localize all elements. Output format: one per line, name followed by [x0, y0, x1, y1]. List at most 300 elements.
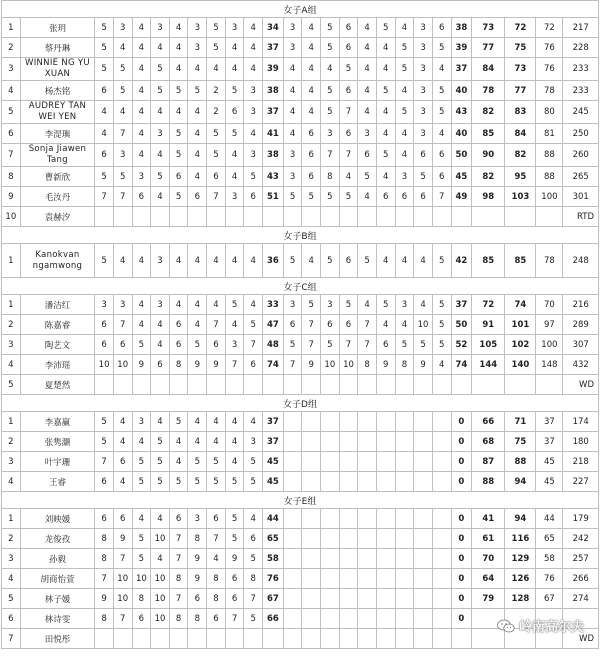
hole-score: 5 [321, 101, 340, 124]
hole-score: 5 [95, 38, 114, 58]
hole-score: 4 [244, 412, 263, 432]
total-score: 257 [563, 549, 599, 569]
out-subtotal: 33 [263, 295, 284, 315]
hole-score: 5 [95, 18, 114, 38]
hole-score: 5 [95, 432, 114, 452]
hole-score: 9 [188, 569, 207, 589]
hole-score: 4 [207, 549, 226, 569]
hole-score: 9 [132, 355, 151, 375]
hole-score: 4 [225, 315, 244, 335]
out-subtotal: 58 [263, 549, 284, 569]
hole-score: 4 [132, 38, 151, 58]
in-subtotal [451, 375, 472, 395]
hole-score [358, 207, 377, 227]
hole-score [151, 375, 170, 395]
hole-score: 4 [207, 244, 226, 278]
player-name: 李嘉赢 [20, 412, 95, 432]
hole-score [244, 629, 263, 649]
hole-score: 4 [432, 355, 451, 375]
hole-score: 5 [414, 167, 433, 187]
player-row [2, 244, 599, 278]
hole-score [283, 589, 302, 609]
hole-score: 3 [395, 295, 414, 315]
hole-score: 5 [188, 452, 207, 472]
hole-score: 4 [283, 101, 302, 124]
hole-score: 6 [339, 124, 358, 144]
hole-score: 6 [225, 589, 244, 609]
hole-score: 5 [151, 81, 170, 101]
player-name: 田悦彤 [20, 629, 95, 649]
round-score [472, 207, 505, 227]
hole-score: 10 [339, 355, 358, 375]
rank-cell: 7 [2, 629, 21, 649]
hole-score: 6 [188, 589, 207, 609]
hole-score: 4 [225, 412, 244, 432]
hole-score: 8 [207, 589, 226, 609]
hole-score: 4 [376, 58, 395, 81]
group-header-row [2, 1, 599, 18]
hole-score: 6 [169, 509, 188, 529]
round-score [536, 375, 563, 395]
rank-cell: 6 [2, 124, 21, 144]
round-score: 140 [505, 355, 536, 375]
hole-score: 4 [207, 412, 226, 432]
hole-score [339, 432, 358, 452]
hole-score [432, 412, 451, 432]
player-name: 陶艺文 [20, 335, 95, 355]
hole-score: 5 [207, 452, 226, 472]
hole-score: 6 [302, 167, 321, 187]
hole-score: 3 [113, 18, 132, 38]
player-row [2, 18, 599, 38]
in-subtotal: 0 [451, 529, 472, 549]
rank-cell: 5 [2, 101, 21, 124]
hole-score: 5 [283, 187, 302, 207]
hole-score: 5 [95, 244, 114, 278]
in-subtotal: 0 [451, 549, 472, 569]
hole-score: 3 [283, 38, 302, 58]
hole-score [358, 589, 377, 609]
hole-score [358, 609, 377, 629]
hole-score: 5 [432, 335, 451, 355]
hole-score: 5 [321, 335, 340, 355]
hole-score: 7 [95, 187, 114, 207]
hole-score: 6 [207, 167, 226, 187]
hole-score: 3 [188, 18, 207, 38]
round-score [505, 375, 536, 395]
out-subtotal: 36 [263, 244, 284, 278]
player-row [2, 315, 599, 335]
round-score: 77 [472, 38, 505, 58]
round-score: 87 [472, 452, 505, 472]
in-subtotal: 0 [451, 509, 472, 529]
hole-score: 4 [188, 412, 207, 432]
hole-score: 4 [132, 101, 151, 124]
hole-score: 6 [169, 167, 188, 187]
hole-score: 6 [151, 355, 170, 375]
player-name: 夏楚然 [20, 375, 95, 395]
in-subtotal: 50 [451, 144, 472, 167]
player-row [2, 472, 599, 492]
hole-score: 7 [244, 335, 263, 355]
player-name: 陈嘉睿 [20, 315, 95, 335]
hole-score [321, 472, 340, 492]
player-row [2, 529, 599, 549]
round-score: 95 [505, 167, 536, 187]
hole-score [321, 412, 340, 432]
player-row [2, 375, 599, 395]
hole-score: 4 [376, 38, 395, 58]
hole-score: 4 [188, 124, 207, 144]
hole-score [339, 549, 358, 569]
hole-score: 4 [358, 187, 377, 207]
hole-score: 7 [169, 589, 188, 609]
out-subtotal: 74 [263, 355, 284, 375]
hole-score [283, 569, 302, 589]
hole-score: 4 [358, 295, 377, 315]
hole-score [358, 569, 377, 589]
hole-score: 4 [132, 244, 151, 278]
player-row [2, 432, 599, 452]
hole-score: 4 [113, 432, 132, 452]
round-score: 72 [472, 295, 505, 315]
out-subtotal: 37 [263, 38, 284, 58]
hole-score: 5 [395, 58, 414, 81]
hole-score [395, 375, 414, 395]
hole-score: 8 [188, 609, 207, 629]
player-row [2, 167, 599, 187]
total-score: 260 [563, 144, 599, 167]
hole-score: 6 [283, 315, 302, 335]
rank-cell: 1 [2, 295, 21, 315]
round-score: 75 [505, 38, 536, 58]
rank-cell: 2 [2, 38, 21, 58]
round-score: 98 [472, 187, 505, 207]
hole-score [302, 472, 321, 492]
hole-score: 5 [432, 81, 451, 101]
hole-score: 8 [95, 549, 114, 569]
hole-score: 5 [244, 315, 263, 335]
round-score: 78 [536, 244, 563, 278]
player-name: 叶宇珊 [20, 452, 95, 472]
hole-score: 10 [95, 355, 114, 375]
hole-score: 8 [132, 589, 151, 609]
hole-score: 6 [169, 315, 188, 335]
scoreboard-body [2, 1, 599, 649]
hole-score: 3 [132, 167, 151, 187]
hole-score: 4 [95, 101, 114, 124]
hole-score [302, 412, 321, 432]
hole-score: 4 [395, 124, 414, 144]
out-subtotal: 37 [263, 101, 284, 124]
hole-score [395, 432, 414, 452]
hole-score [302, 589, 321, 609]
hole-score: 5 [358, 244, 377, 278]
hole-score: 3 [244, 81, 263, 101]
hole-score: 7 [225, 355, 244, 375]
hole-score: 6 [302, 144, 321, 167]
hole-score: 5 [283, 244, 302, 278]
hole-score [395, 529, 414, 549]
hole-score [283, 509, 302, 529]
player-name: Kanokvan ngamwong [20, 244, 95, 278]
out-subtotal: 38 [263, 144, 284, 167]
hole-score: 5 [95, 412, 114, 432]
hole-score: 7 [225, 609, 244, 629]
out-subtotal: 67 [263, 589, 284, 609]
player-name: 林子媛 [20, 589, 95, 609]
hole-score: 4 [432, 124, 451, 144]
hole-score [414, 629, 433, 649]
total-score: 179 [563, 509, 599, 529]
hole-score: 4 [113, 38, 132, 58]
hole-score: 5 [376, 295, 395, 315]
round-score: 80 [536, 101, 563, 124]
hole-score: 4 [151, 144, 170, 167]
hole-score: 3 [95, 295, 114, 315]
hole-score [339, 629, 358, 649]
round-score: 67 [536, 589, 563, 609]
in-subtotal: 52 [451, 335, 472, 355]
hole-score [432, 529, 451, 549]
hole-score: 4 [244, 18, 263, 38]
hole-score [376, 549, 395, 569]
round-score: 85 [505, 244, 536, 278]
round-score: 76 [536, 38, 563, 58]
hole-score [414, 472, 433, 492]
round-score: 88 [472, 472, 505, 492]
round-score: 85 [472, 124, 505, 144]
hole-score: 3 [244, 144, 263, 167]
round-score: 100 [536, 335, 563, 355]
hole-score: 3 [283, 295, 302, 315]
hole-score: 3 [113, 295, 132, 315]
hole-score: 4 [225, 432, 244, 452]
rank-cell: 1 [2, 509, 21, 529]
hole-score: 4 [376, 124, 395, 144]
round-score [505, 207, 536, 227]
hole-score: 4 [244, 244, 263, 278]
out-subtotal: 44 [263, 509, 284, 529]
out-subtotal: 37 [263, 412, 284, 432]
hole-score: 7 [169, 529, 188, 549]
hole-score: 4 [244, 124, 263, 144]
hole-score [132, 207, 151, 227]
hole-score: 7 [113, 124, 132, 144]
player-row [2, 589, 599, 609]
total-score: 266 [563, 569, 599, 589]
hole-score [358, 529, 377, 549]
player-row [2, 81, 599, 101]
rank-cell: 2 [2, 432, 21, 452]
player-name: AUDREY TAN WEI YEN [20, 101, 95, 124]
hole-score: 4 [395, 18, 414, 38]
hole-score: 6 [376, 335, 395, 355]
in-subtotal: 45 [451, 167, 472, 187]
hole-score: 4 [169, 452, 188, 472]
player-row [2, 452, 599, 472]
total-score: 250 [563, 124, 599, 144]
hole-score [339, 589, 358, 609]
hole-score [395, 509, 414, 529]
hole-score: 8 [169, 355, 188, 375]
hole-score: 4 [169, 101, 188, 124]
hole-score: 4 [302, 101, 321, 124]
rank-cell: 2 [2, 529, 21, 549]
player-name: 张隽灏 [20, 432, 95, 452]
hole-score: 4 [376, 167, 395, 187]
hole-score: 5 [169, 472, 188, 492]
hole-score [113, 375, 132, 395]
hole-score [395, 549, 414, 569]
group-header-row [2, 278, 599, 295]
round-score: 73 [505, 58, 536, 81]
hole-score: 5 [113, 58, 132, 81]
player-name: WINNIE NG YU XUAN [20, 58, 95, 81]
hole-score: 6 [358, 144, 377, 167]
hole-score: 4 [302, 58, 321, 81]
hole-score: 6 [95, 315, 114, 335]
round-score: 65 [536, 529, 563, 549]
hole-score: 4 [358, 18, 377, 38]
hole-score: 7 [95, 452, 114, 472]
hole-score: 6 [414, 187, 433, 207]
rank-cell: 5 [2, 375, 21, 395]
round-score: 144 [472, 355, 505, 375]
total-score: WD [563, 629, 599, 649]
hole-score: 5 [169, 187, 188, 207]
total-score: RTD [563, 207, 599, 227]
out-subtotal: 47 [263, 315, 284, 335]
round-score: 81 [536, 124, 563, 144]
rank-cell: 2 [2, 315, 21, 335]
hole-score: 4 [113, 244, 132, 278]
hole-score: 5 [432, 101, 451, 124]
hole-score: 5 [376, 144, 395, 167]
hole-score: 6 [188, 187, 207, 207]
hole-score: 6 [414, 144, 433, 167]
hole-score [376, 412, 395, 432]
hole-score: 4 [302, 244, 321, 278]
hole-score: 7 [244, 589, 263, 609]
hole-score: 4 [414, 295, 433, 315]
rank-cell: 3 [2, 58, 21, 81]
out-subtotal: 39 [263, 58, 284, 81]
hole-score: 5 [207, 18, 226, 38]
hole-score: 6 [132, 187, 151, 207]
hole-score [414, 432, 433, 452]
total-score: 174 [563, 412, 599, 432]
round-score: 85 [472, 244, 505, 278]
hole-score [432, 629, 451, 649]
round-score: 72 [505, 18, 536, 38]
hole-score: 4 [358, 38, 377, 58]
hole-score: 5 [151, 58, 170, 81]
hole-score [376, 569, 395, 589]
hole-score [414, 412, 433, 432]
out-subtotal [263, 375, 284, 395]
hole-score: 5 [225, 529, 244, 549]
hole-score: 4 [151, 38, 170, 58]
group-title: 女子A组 [2, 1, 599, 18]
hole-score: 5 [132, 529, 151, 549]
out-subtotal: 65 [263, 529, 284, 549]
hole-score: 4 [207, 58, 226, 81]
round-score: 44 [536, 509, 563, 529]
player-row [2, 509, 599, 529]
hole-score: 4 [207, 295, 226, 315]
round-score: 126 [505, 569, 536, 589]
hole-score [376, 589, 395, 609]
hole-score: 7 [432, 187, 451, 207]
hole-score: 4 [225, 144, 244, 167]
hole-score: 4 [188, 315, 207, 335]
hole-score: 8 [169, 569, 188, 589]
hole-score [283, 452, 302, 472]
hole-score: 4 [283, 58, 302, 81]
hole-score [395, 452, 414, 472]
wechat-icon [497, 619, 515, 633]
in-subtotal: 40 [451, 124, 472, 144]
hole-score [169, 375, 188, 395]
hole-score: 5 [207, 124, 226, 144]
hole-score: 4 [432, 58, 451, 81]
in-subtotal: 39 [451, 38, 472, 58]
round-score: 84 [472, 58, 505, 81]
hole-score [395, 472, 414, 492]
group-title: 女子D组 [2, 395, 599, 412]
hole-score [321, 589, 340, 609]
group-title: 女子B组 [2, 227, 599, 244]
hole-score [302, 207, 321, 227]
hole-score: 4 [132, 124, 151, 144]
hole-score: 2 [207, 101, 226, 124]
hole-score [432, 207, 451, 227]
hole-score: 3 [132, 412, 151, 432]
hole-score [283, 472, 302, 492]
hole-score: 3 [414, 101, 433, 124]
hole-score: 7 [339, 144, 358, 167]
out-subtotal: 38 [263, 81, 284, 101]
hole-score [432, 472, 451, 492]
hole-score [151, 629, 170, 649]
hole-score: 5 [169, 81, 188, 101]
hole-score: 6 [244, 529, 263, 549]
hole-score [207, 629, 226, 649]
rank-cell: 10 [2, 207, 21, 227]
hole-score: 10 [151, 589, 170, 609]
in-subtotal: 0 [451, 412, 472, 432]
hole-score [432, 509, 451, 529]
player-row [2, 187, 599, 207]
hole-score [132, 375, 151, 395]
hole-score: 5 [225, 472, 244, 492]
player-row [2, 355, 599, 375]
hole-score [358, 549, 377, 569]
in-subtotal: 0 [451, 472, 472, 492]
hole-score: 4 [169, 295, 188, 315]
out-subtotal: 43 [263, 167, 284, 187]
round-score: 82 [505, 144, 536, 167]
hole-score [376, 609, 395, 629]
total-score: 245 [563, 101, 599, 124]
hole-score [321, 569, 340, 589]
hole-score: 4 [169, 18, 188, 38]
hole-score [376, 207, 395, 227]
group-header-row [2, 492, 599, 509]
hole-score: 4 [151, 549, 170, 569]
out-subtotal [263, 207, 284, 227]
